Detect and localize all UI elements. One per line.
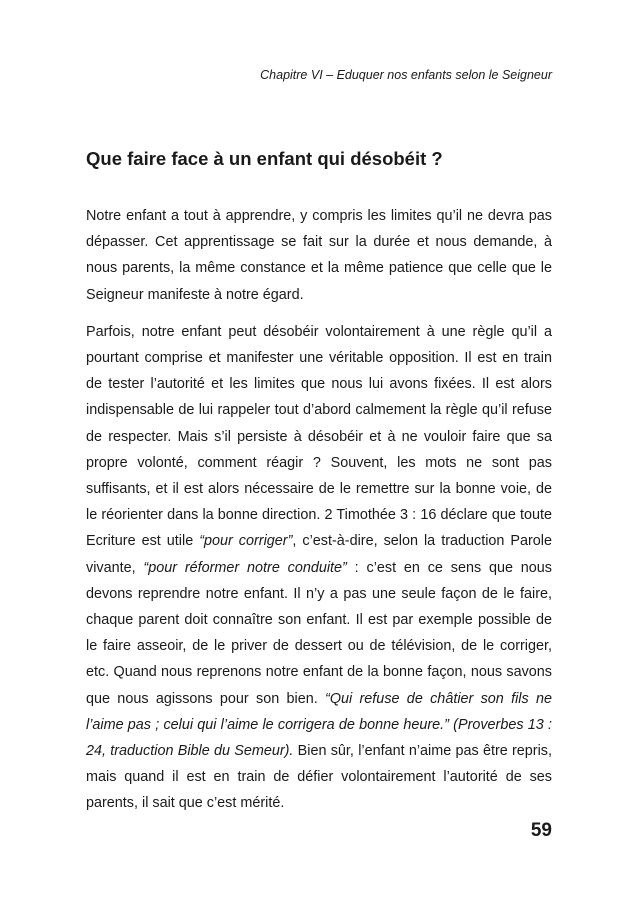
running-header: Chapitre VI – Eduquer nos enfants selon le Seigneur [260, 68, 552, 82]
quote-pour-reformer: “pour réformer notre conduite” [143, 559, 347, 576]
paragraph-2 [86, 319, 552, 817]
paragraph-2-text-1: Parfois, notre enfant peut désobéir volontairement à une règle qu’il a pourtant comprise et manifester une véritable opposition. Il est en train de tester l’autorité et les limites que nous lui avons fixées. Il est alors indispensable de lui rappeler tout d’abord calmement la règle qu’il refuse de respecter. Mais s’il persiste à désobéir et à ne vouloir faire que sa propre volonté, comment réagir ? Souvent, les mots ne sont pas suffisants, et il est alors nécessaire de le remettre sur la bonne voie, de le réorienter dans la bonne direction. 2 Timothée 3 : 16 déclare que toute Ecriture est utile [86, 323, 552, 550]
body-text [86, 203, 552, 828]
paragraph-2-text-2: , c’est-à-dire, selon la traduction Parole vivante, [86, 533, 553, 576]
section-title: Que faire face à un enfant qui désobéit ? [86, 148, 443, 169]
paragraph-2-text-3: : c’est en ce sens que nous devons reprendre notre enfant. Il n’y a pas une seule façon de le faire, chaque parent doit connaître son enfant. Il est par exemple possible de le faire asseoir, de le priver de dessert ou de télévision, de le corriger, etc. Quand nous reprenons notre enfant de la bonne façon, nous savons que nous agissons pour son bien. [86, 559, 552, 707]
page-number: 59 [530, 820, 552, 841]
quote-pour-corriger: “pour corriger” [199, 533, 293, 550]
quote-proverbes: “Qui refuse de châtier son fils ne l’aime pas ; celui qui l’aime le corrigera de bonne heure.” (Proverbes 13 : 24, traduction Bible du Semeur). [86, 690, 553, 760]
paragraph-1: Notre enfant a tout à apprendre, y compris les limites qu’il ne devra pas dépasser. Cet apprentissage se fait sur la durée et nous demande, à nous parents, la même constance et la même patience que celle que le Seigneur manifeste à notre égard. [86, 208, 552, 303]
paragraph-2-text-4: Bien sûr, l’enfant n’aime pas être repris, mais quand il est en train de défier volontairement l’autorité de ses parents, il sait que c’est mérité. [86, 743, 552, 812]
